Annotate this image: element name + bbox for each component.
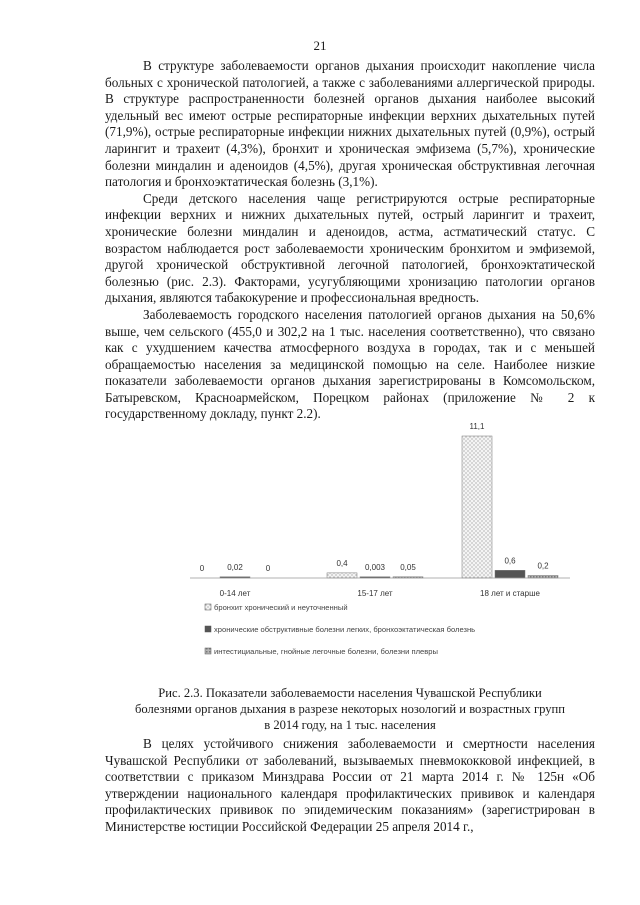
legend-swatch	[205, 604, 211, 610]
paragraph: Среди детского населения чаще регистрируются острые респираторные инфекции верхних и нижних дыхательных путей, острый ларингит и трахеит, хронические болезни миндалин и аденоидов, астма, астматический статус. С возрастом наблюдается рост заболеваемости хроническим бронхитом и эмфиземой, другой хронической обструктивной легочной патологией, бронхоэктатической болезнью (рис. 2.3). Факторами, усугубляющими хронизацию патологии органов дыхания, являются табакокурение и профессиональная вредность.	[105, 190, 595, 306]
body-text-top	[105, 58, 595, 423]
paragraph: В структуре заболеваемости органов дыхания происходит накопление числа больных с хронической патологией, а также с заболеваниями аллергической природы. В структуре распространенности болезней органов дыхания наиболее высокий удельный вес имеют острые респираторные инфекции верхних дыхательных путей (71,9%), острые респираторные инфекции нижних дыхательных путей (0,9%), острый ларингит и трахеит (4,3%), бронхит и хроническая эмфизема (5,7%), хронические болезни миндалин и аденоидов (4,5%), другая хроническая обструктивная легочная патология и бронхоэктатическая болезнь (3,1%).	[105, 58, 595, 190]
x-tick-label: 18 лет и старше	[480, 589, 540, 598]
data-label: 0	[265, 564, 271, 573]
data-label: 11,1	[469, 422, 485, 431]
data-label: 0	[199, 564, 205, 573]
bar-1-2	[327, 573, 357, 578]
figure-chart	[185, 420, 575, 665]
page-number: 21	[313, 38, 327, 53]
bar-2-3	[495, 570, 525, 578]
paragraph: Заболеваемость городского населения патологией органов дыхания на 50,6% выше, чем сельского (455,0 и 302,2 на 1 тыс. населения соответственно), что связано как с ухудшением качества атмосферного воздуха в городах, так и с меньшей обращаемостью населения за медицинской помощью на селе. Наиболее низкие показатели заболеваемости органов дыхания зарегистрированы в Комсомольском, Батыревском, Красноармейском, Порецком районах (приложение № 2 к государственному докладу, пункт 2.2).	[105, 306, 595, 422]
x-tick-label: 15-17 лет	[357, 589, 393, 598]
caption-line: болезнями органов дыхания в разрезе некоторых нозологий и возрастных групп	[134, 702, 566, 716]
legend-label: интестициальные, гнойные легочные болезни, болезни плевры	[214, 647, 438, 656]
data-label: 0,003	[364, 562, 386, 572]
data-label: 0,02	[227, 562, 243, 572]
body-text-bottom	[105, 736, 595, 836]
data-label: 0,6	[504, 556, 516, 566]
data-label: 0,4	[336, 558, 348, 568]
caption-line: Рис. 2.3. Показатели заболеваемости населения Чувашской Республики	[158, 686, 542, 700]
bar-chart	[185, 420, 575, 665]
data-label: 0,2	[537, 561, 549, 571]
data-label: 0,05	[400, 562, 416, 572]
caption-line: в 2014 году, на 1 тыс. населения	[264, 718, 436, 732]
legend-swatch	[205, 648, 211, 654]
bar-1-3	[462, 436, 492, 578]
legend-label: бронхит хронический и неуточненный	[214, 603, 348, 612]
legend-label: хронические обструктивные болезни легких, бронхоэктатическая болезнь	[214, 625, 476, 634]
x-tick-label: 0-14 лет	[219, 589, 251, 598]
figure-caption	[105, 685, 595, 733]
paragraph: В целях устойчивого снижения заболеваемости и смертности населения Чувашской Республики от заболеваний, вызываемых пневмококковой инфекцией, в соответствии с приказом Минздрава России от 21 марта 2014 г. № 125н «Об утверждении национального календаря профилактических прививок и календаря профилактических прививок по эпидемическим показаниям» (зарегистрирован в Министерстве юстиции Российской Федерации 25 апреля 2014 г.,	[105, 736, 595, 834]
legend-swatch	[205, 626, 211, 632]
